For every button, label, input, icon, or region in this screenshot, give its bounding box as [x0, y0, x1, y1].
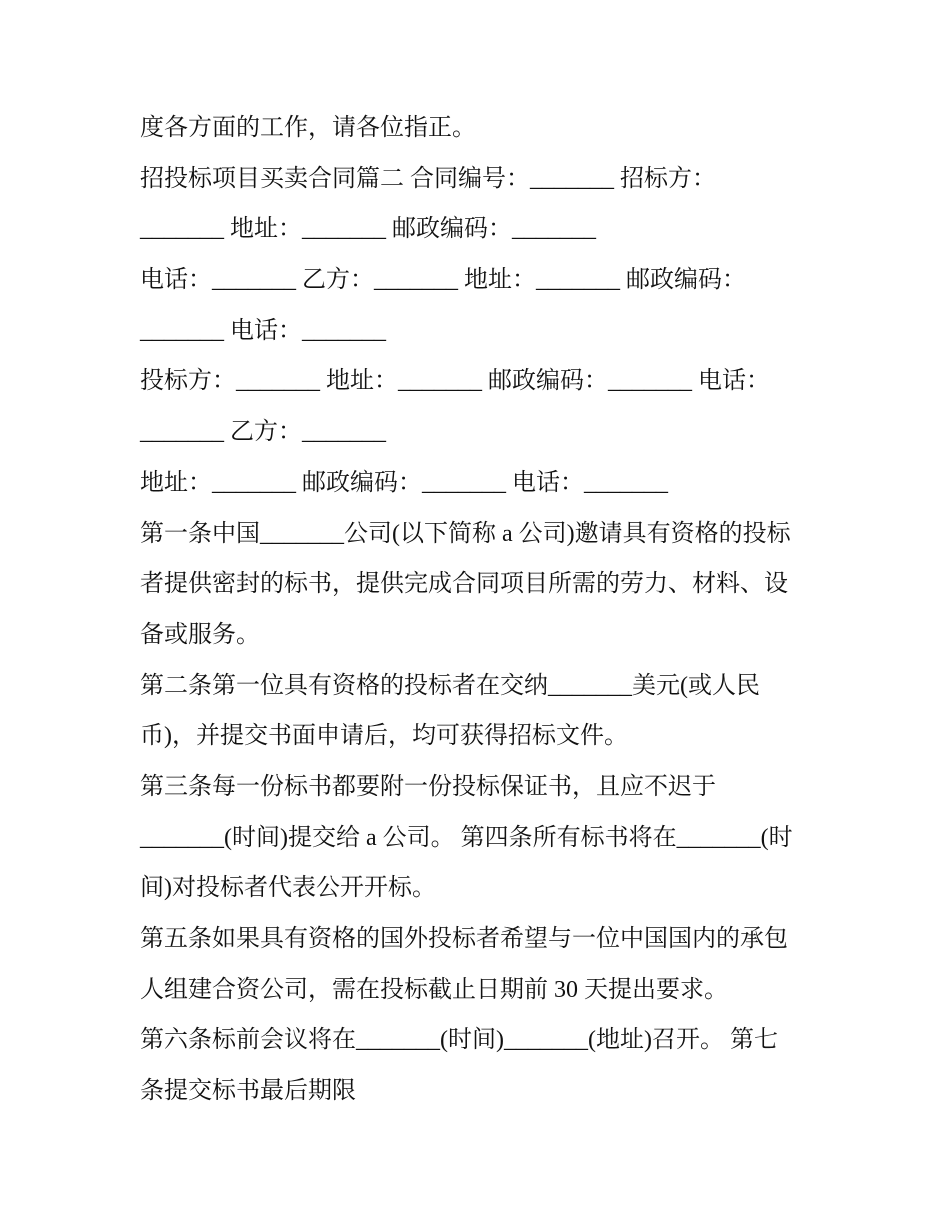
- text-line: 第一条中国_______公司(以下简称 a 公司)邀请具有资格的投标: [140, 520, 791, 547]
- text-line: 度各方面的工作，请各位指正。: [140, 115, 476, 141]
- text-line: 第三条每一份标书都要附一份投标保证书，且应不迟于: [140, 773, 716, 800]
- text-line: 间)对投标者代表公开开标。: [140, 875, 436, 902]
- text-line: _______ 地址：_______ 邮政编码：_______: [140, 216, 596, 243]
- text-line: _______ 乙方：_______: [140, 419, 386, 446]
- text-line: 人组建合资公司，需在投标截止日期前 30 天提出要求。: [140, 976, 728, 1003]
- text-line: _______ 电话：_______: [140, 317, 386, 344]
- document-page: [140, 103, 830, 1117]
- text-line: 备或服务。: [140, 621, 260, 648]
- text-line: 币)，并提交书面申请后，均可获得招标文件。: [140, 723, 628, 750]
- text-line: _______(时间)提交给 a 公司。 第四条所有标书将在_______(时: [140, 824, 793, 851]
- text-line: 招投标项目买卖合同篇二 合同编号：_______ 招标方：: [140, 165, 716, 192]
- text-line: 者提供密封的标书，提供完成合同项目所需的劳力、材料、设: [140, 571, 788, 598]
- text-line: 条提交标书最后期限: [140, 1078, 356, 1105]
- text-line: 第五条如果具有资格的国外投标者希望与一位中国国内的承包: [140, 926, 788, 952]
- text-line: 第二条第一位具有资格的投标者在交纳_______美元(或人民: [140, 672, 760, 699]
- text-line: 电话：_______ 乙方：_______ 地址：_______ 邮政编码：: [140, 267, 746, 294]
- text-line: 投标方：_______ 地址：_______ 邮政编码：_______ 电话：: [140, 368, 770, 395]
- text-line: 第六条标前会议将在_______(时间)_______(地址)召开。 第七: [140, 1027, 778, 1054]
- text-line: 地址：_______ 邮政编码：_______ 电话：_______: [140, 469, 668, 496]
